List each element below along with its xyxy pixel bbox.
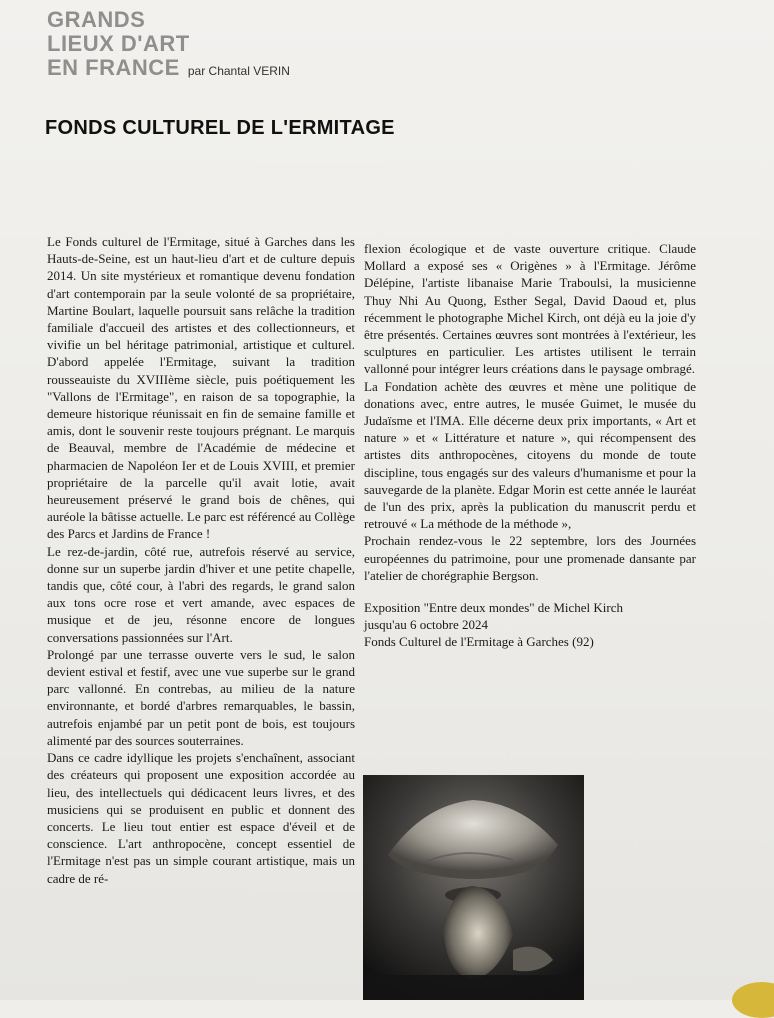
paragraph: Le Fonds culturel de l'Ermitage, situé à Garches dans les Hauts-de-Seine, est un haut-lieu d'art et de culture depuis 2014. Un site mystérieux et romantique devenu fondation d'art contemporain par la seule volonté de sa propriétaire, Martine Boulart, laquelle poursuit sans relâche la tradition familiale d'accueil des artistes et des collectionneurs, et vivifie un bel héritage patrimonial, artistique et culturel. D'abord appelée l'Ermitage, suivant la tradition rousseauiste du XVIIIème siècle, puis poétiquement les "Vallons de l'Ermitage", en raison de sa topographie, la demeure historique réunissait en fin de semaine famille et amis, dont le souvenir reste toujours prégnant. Le marquis de Beauval, membre de l'Académie de médecine et pharmacien de Napoléon Ier et de Louis XVIII, et premier propriétaire de la parcelle qu'il avait lotie, avait heureusement préservé le grand bois de chênes, qui auréole la bâtisse actuelle. Le parc est référencé au Collège des Parcs et Jardins de France ! (47, 234, 355, 542)
paragraph: Le rez-de-jardin, côté rue, autrefois réservé au service, donne sur un superbe jardin d'hiver et une petite chapelle, tandis que, côté cour, à l'abri des regards, le grand salon aux tons ocre rose et vert amande, avec espaces de musique et de jeu, résonne encore de longues conversations passionnées sur l'Art. (47, 543, 355, 645)
kicker-line-3 (47, 56, 290, 83)
caption-line: Fonds Culturel de l'Ermitage à Garches (92) (364, 634, 594, 650)
paragraph: flexion écologique et de vaste ouverture critique. Claude Mollard a exposé ses « Origènes » à l'Ermitage. Jérôme Délépine, l'artiste libanaise Marie Traboulsi, la musicienne Thuy Nhi Au Quong, Esther Segal, David Daoud et, plus récemment le photographe Michel Kirch, ont déjà eu la joie d'y être présentés. Certaines œuvres sont montrées à l'extérieur, les sculptures en particulier. Les artistes utilisent le terrain vallonné pour intégrer leurs créations dans le paysage ombragé. (364, 241, 696, 377)
byline: par Chantal VERIN (187, 64, 290, 78)
photo-artwork (363, 775, 584, 1000)
caption-line: jusqu'au 6 octobre 2024 (364, 617, 489, 633)
right-column (364, 240, 696, 651)
article-title: FONDS CULTUREL DE L'ERMITAGE (45, 117, 395, 139)
left-column (47, 233, 355, 887)
kicker-line-1: GRANDS (47, 7, 146, 32)
exhibition-photo (363, 775, 584, 1000)
exhibition-caption (364, 599, 696, 651)
kicker-line-2: LIEUX D'ART (47, 31, 190, 56)
kicker-line-3-text: EN FRANCE (47, 55, 180, 80)
paragraph: Prolongé par une terrasse ouverte vers le sud, le salon devient estival et festif, avec une vue superbe sur le grand parc vallonné. En contrebas, au milieu de la nature environnante, et bordé d'arbres remarquables, le bassin, autrefois enjambé par un petit pont de bois, est toujours alimenté par des sources souterraines. (47, 646, 355, 748)
caption-line: Exposition "Entre deux mondes" de Michel Kirch (364, 600, 624, 616)
paragraph: Prochain rendez-vous le 22 septembre, lors des Journées européennes du patrimoine, pour une promenade dansante par l'atelier de chorégraphie Bergson. (364, 533, 696, 583)
section-kicker (47, 8, 290, 83)
page-number-badge (732, 982, 774, 1018)
paragraph: La Fondation achète des œuvres et mène une politique de donations avec, entre autres, le musée Guimet, le musée du Judaïsme et l'IMA. Elle décerne deux prix importants, « Art et nature » et « Littérature et nature », qui récompensent des artistes dits anthropocènes, citoyens du monde de toute discipline, tous engagés sur des valeurs d'humanisme et pour la sauvegarde de la planète. Edgar Morin est cette année le lauréat de l'un des prix, après la publication du manuscrit perdu et retrouvé « La méthode de la méthode », (364, 378, 696, 532)
paragraph: Dans ce cadre idyllique les projets s'enchaînent, associant des créateurs qui proposent une exposition accordée au lieu, des intellectuels qui dédicacent leurs livres, et des musiciens qui se produisent en public et donnent des concerts. Le lieu tout entier est espace d'éveil et de conscience. L'art anthropocène, concept essentiel de l'Ermitage n'est pas un simple courant artistique, mais un cadre de ré- (47, 750, 355, 886)
